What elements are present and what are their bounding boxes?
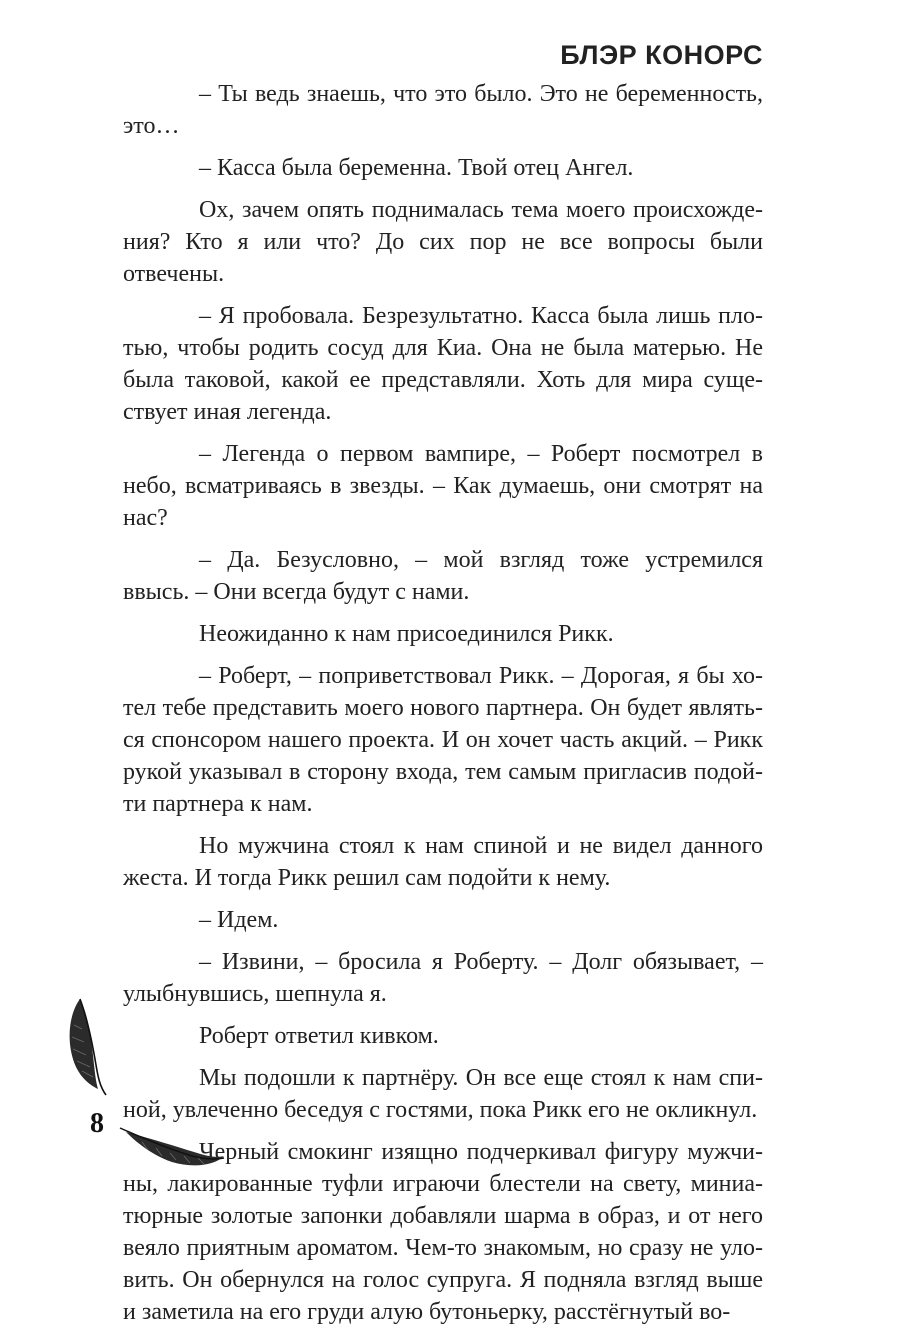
paragraph: – Ты ведь знаешь, что это было. Это не беременность, это… xyxy=(123,81,763,139)
paragraph: Ох, зачем опять поднималась тема моего происхождения? Кто я или что? До сих пор не все вопросы были отвечены. xyxy=(123,197,763,287)
paragraph: Роберт ответил кивком. xyxy=(199,1023,439,1049)
paragraph: – Роберт, – поприветствовал Рикк. – Дорогая, я бы хотел тебе представить моего нового партнера. Он будет являться спонсором нашего проекта. И он хочет часть акций. – Рикк рукой указывал в сторону входа, тем самым пригласив подойти партнера к нам. xyxy=(123,663,763,817)
feather-icon xyxy=(60,995,120,1097)
paragraph: – Да. Безусловно, – мой взгляд тоже устремился ввысь. – Они всегда будут с нами. xyxy=(123,547,763,605)
paragraph: Мы подошли к партнёру. Он все еще стоял к нам спиной, увлеченно беседуя с гостями, пока Рикк его не окликнул. xyxy=(123,1065,763,1123)
running-title: БЛЭР КОНОРС xyxy=(560,40,763,70)
paragraph: – Касса была беременна. Твой отец Ангел. xyxy=(199,155,634,181)
page-number: 8 xyxy=(90,1108,104,1139)
paragraph: – Идем. xyxy=(199,907,279,933)
paragraph: Неожиданно к нам присоединился Рикк. xyxy=(199,621,614,647)
paragraph: Черный смокинг изящно подчеркивал фигуру мужчины, лакированные туфли играючи блестели на свету, миниатюрные золотые запонки добавляли шарма в образ, и от него веяло приятным ароматом. Чем-то знакомым, но сразу не уловить. Он обернулся на голос супруга. Я подняла взгляд выше и заметила на его груди алую бутоньерку, расстёгнутый во- xyxy=(123,1139,763,1325)
paragraph: Но мужчина стоял к нам спиной и не видел данного жеста. И тогда Рикк решил сам подойти к нему. xyxy=(123,833,763,891)
paragraph: – Я пробовала. Безрезультатно. Касса была лишь плотью, чтобы родить сосуд для Киа. Она не была матерью. Не была таковой, какой ее представляли. Хоть для мира существует иная легенда. xyxy=(123,303,763,425)
paragraph: – Извини, – бросила я Роберту. – Долг обязывает, – улыбнувшись, шепнула я. xyxy=(123,949,763,1007)
paragraph: – Легенда о первом вампире, – Роберт посмотрел в небо, всматриваясь в звезды. – Как думаешь, они смотрят на нас? xyxy=(123,441,763,531)
feather-icon xyxy=(118,1122,228,1172)
